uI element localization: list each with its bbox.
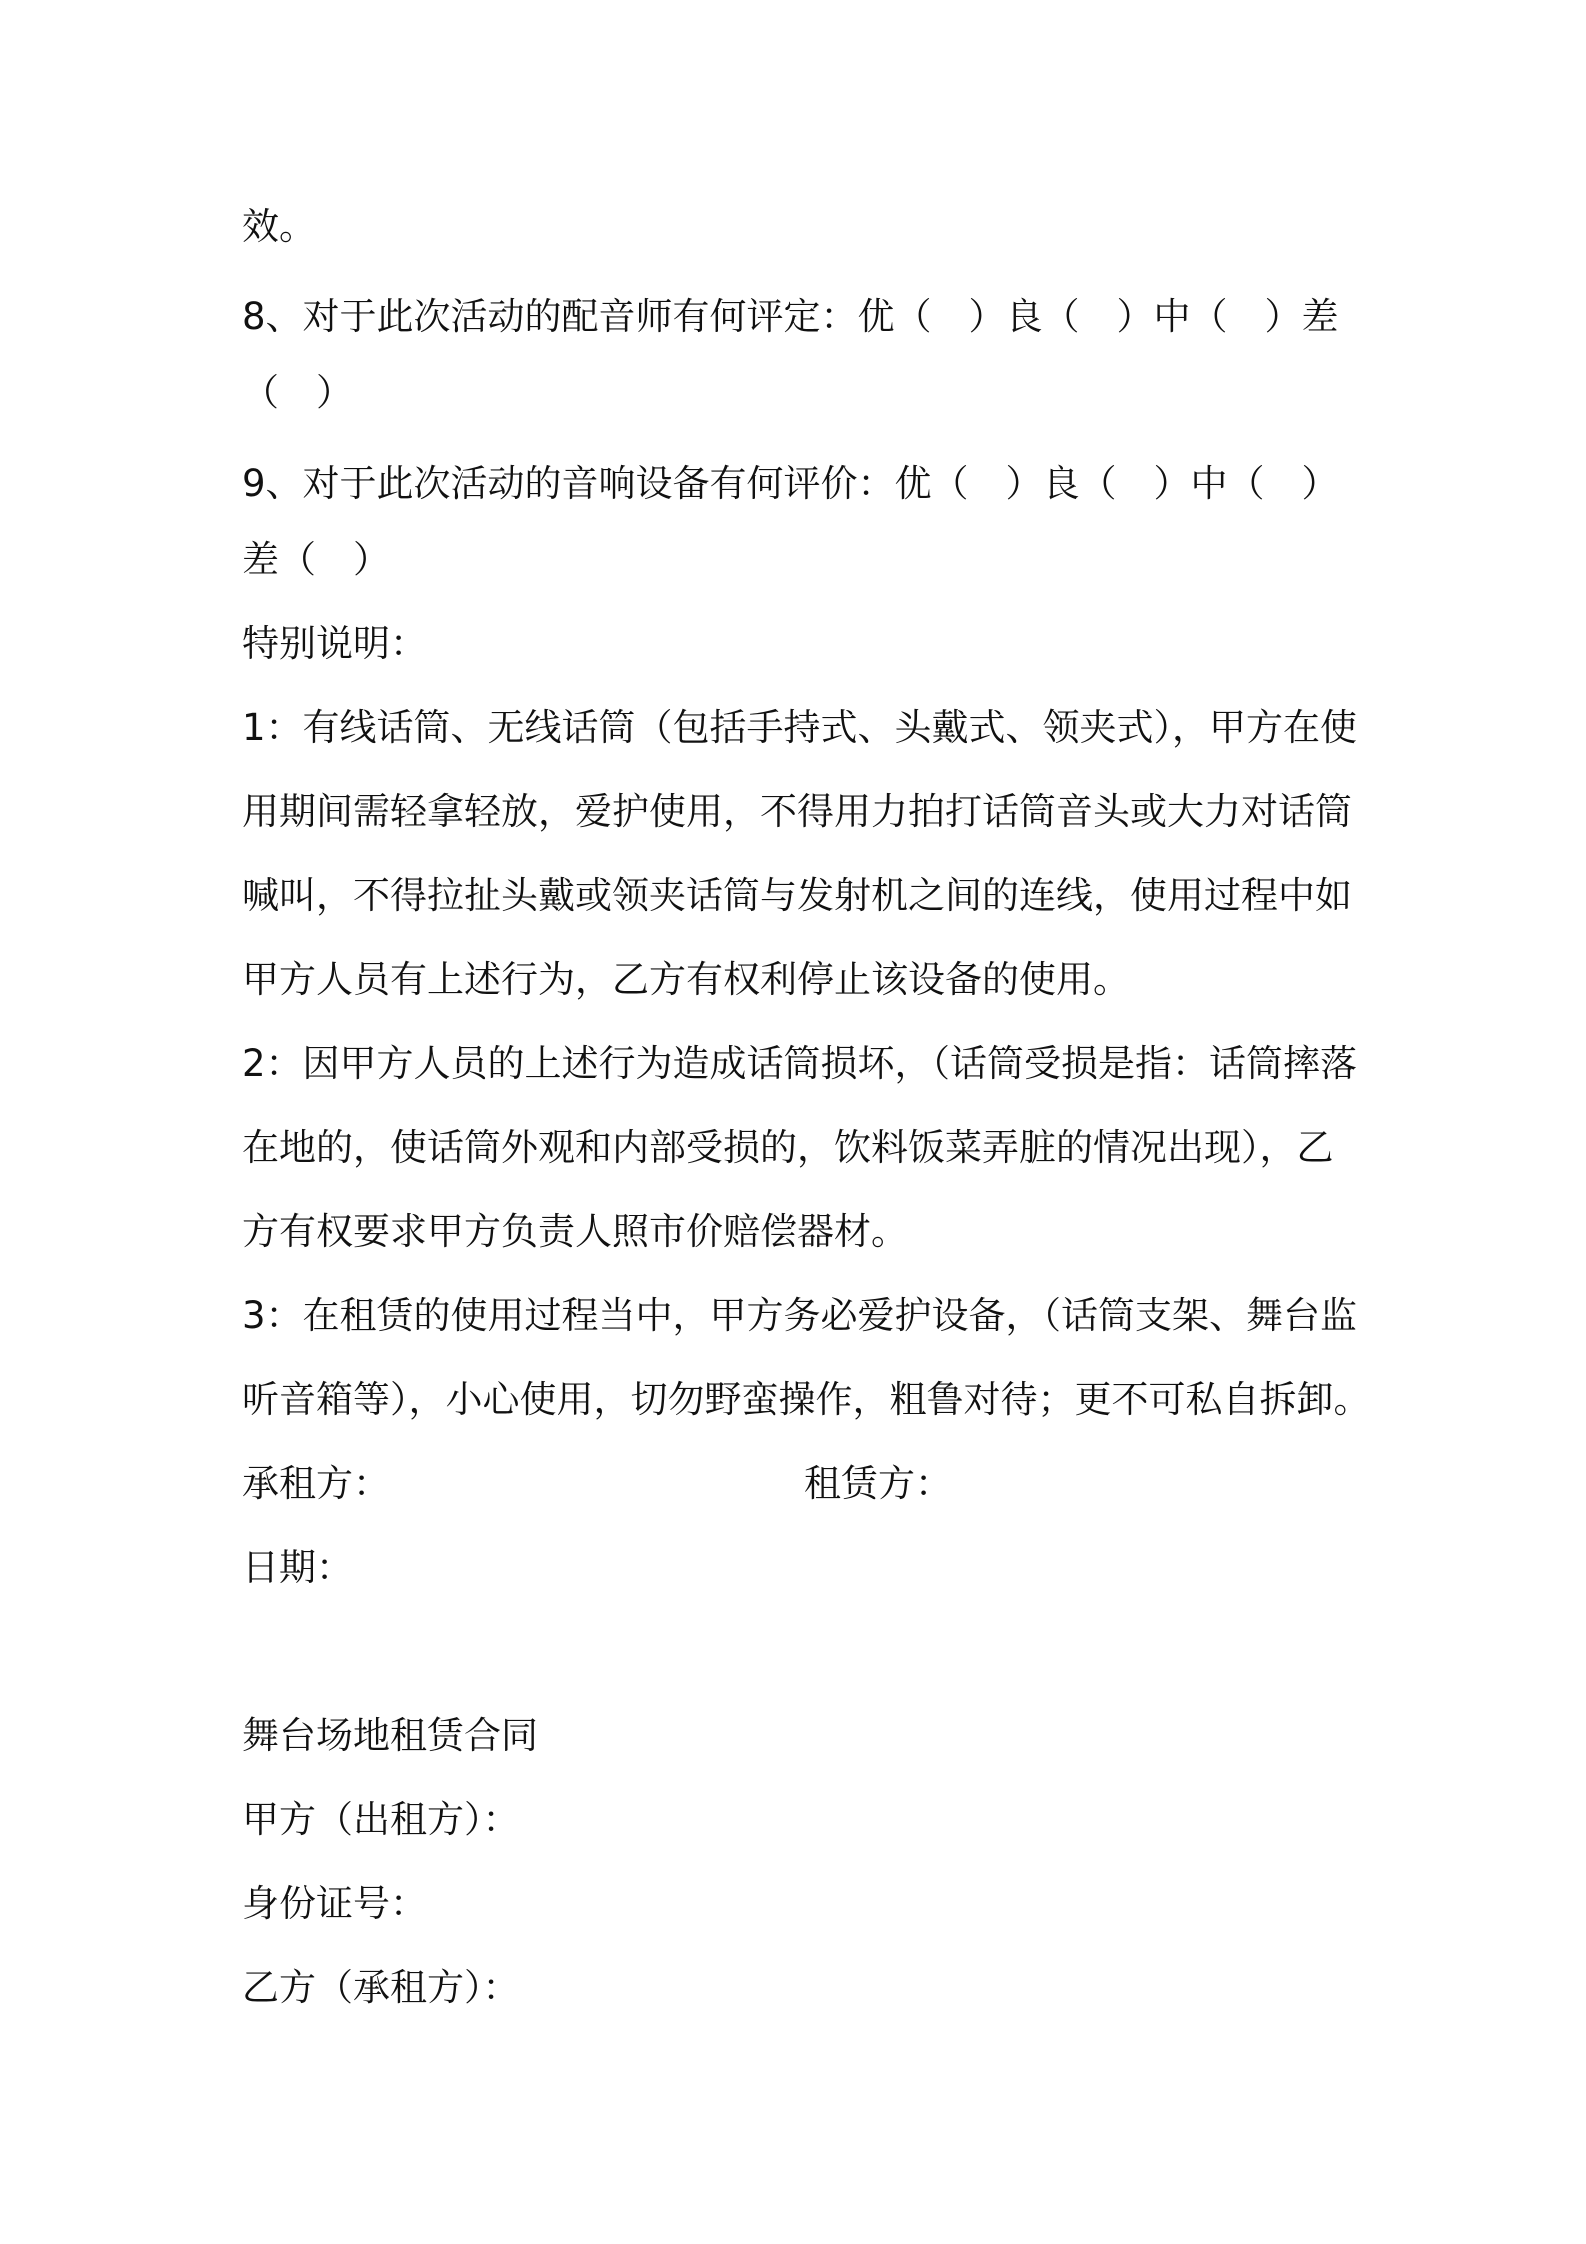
question-9-line-2: 差（ ）: [242, 538, 390, 581]
date-label: 日期：: [242, 1546, 353, 1589]
note-2-line-1: 2：因甲方人员的上述行为造成话筒损坏，（话筒受损是指：话筒摔落: [242, 1042, 1358, 1085]
party-b-label: 乙方（承租方）：: [242, 1966, 520, 2009]
id-number-label: 身份证号：: [242, 1882, 427, 1925]
note-1-line-2: 用期间需轻拿轻放，爱护使用，不得用力拍打话筒音头或大力对话筒: [242, 790, 1352, 833]
note-2-line-2: 在地的，使话筒外观和内部受损的，饮料饭菜弄脏的情况出现），乙: [242, 1126, 1334, 1169]
note-1-line-1: 1：有线话筒、无线话筒（包括手持式、头戴式、领夹式），甲方在使: [242, 706, 1358, 749]
note-3-line-1: 3：在租赁的使用过程当中，甲方务必爱护设备，（话筒支架、舞台监: [242, 1294, 1358, 1337]
note-1-line-3: 喊叫，不得拉扯头戴或领夹话筒与发射机之间的连线，使用过程中如: [242, 874, 1352, 917]
note-2-line-3: 方有权要求甲方负责人照市价赔偿器材。: [242, 1210, 908, 1253]
question-8-line-1: 8、对于此次活动的配音师有何评定：优（ ）良（ ）中（ ）差: [242, 295, 1339, 338]
lessor-signature-label: 租赁方：: [804, 1462, 952, 1505]
lessee-signature-label: 承租方：: [242, 1462, 390, 1505]
special-notes-heading: 特别说明：: [242, 622, 427, 665]
question-8-line-2: （ ）: [242, 371, 353, 414]
contract-title: 舞台场地租赁合同: [242, 1714, 538, 1757]
note-3-line-2: 听音箱等），小心使用，切勿野蛮操作，粗鲁对待；更不可私自拆卸。: [242, 1378, 1371, 1421]
party-a-label: 甲方（出租方）：: [242, 1798, 520, 1841]
note-1-line-4: 甲方人员有上述行为，乙方有权利停止该设备的使用。: [242, 958, 1130, 1001]
paragraph-line: 效。: [242, 205, 316, 248]
question-9-line-1: 9、对于此次活动的音响设备有何评价：优（ ）良（ ）中（ ）: [242, 462, 1339, 505]
